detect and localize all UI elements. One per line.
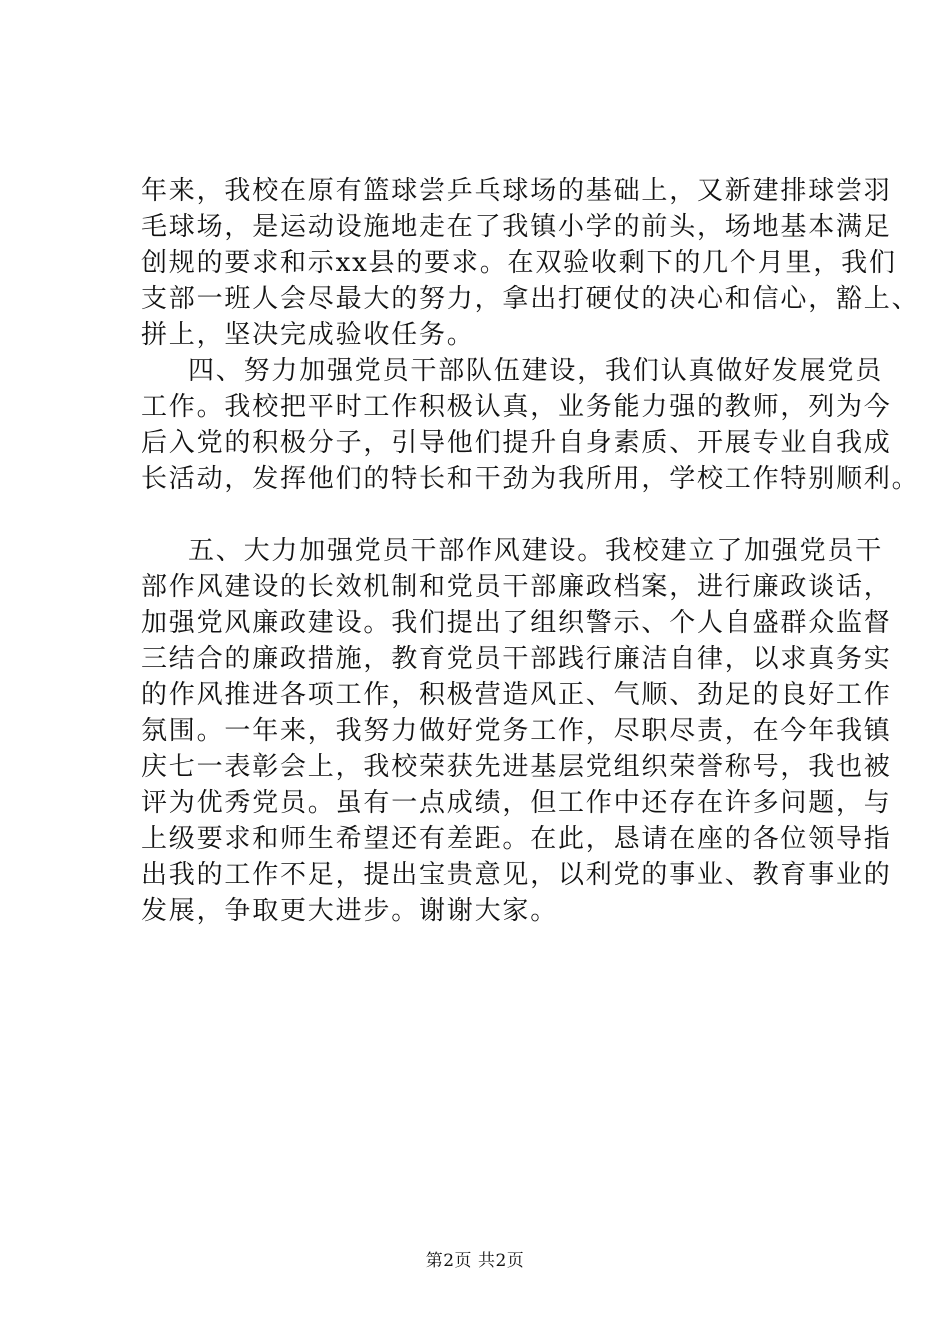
text-line: 后入党的积极分子，引导他们提升自身素质、开展专业自我成 bbox=[141, 428, 892, 458]
paragraph-continuation bbox=[141, 173, 920, 353]
paragraph-four bbox=[141, 353, 920, 497]
text-line: 四、努力加强党员干部队伍建设，我们认真做好发展党员 bbox=[188, 356, 884, 386]
page-footer bbox=[0, 1246, 950, 1271]
text-line: 发展，争取更大进步。谢谢大家。 bbox=[141, 896, 559, 926]
text-line: 上级要求和师生希望还有差距。在此，恳请在座的各位领导指 bbox=[141, 824, 892, 854]
text-line: 的作风推进各项工作，积极营造风正、气顺、劲足的良好工作 bbox=[141, 680, 892, 710]
text-line: 三结合的廉政措施，教育党员干部践行廉洁自律，以求真务实 bbox=[141, 644, 892, 674]
paragraph-five bbox=[141, 533, 892, 929]
text-line: 加强党风廉政建设。我们提出了组织警示、个人自盛群众监督 bbox=[141, 608, 892, 638]
text-line: 部作风建设的长效机制和党员干部廉政档案，进行廉政谈话， bbox=[141, 572, 892, 602]
text-line: 评为优秀党员。虽有一点成绩，但工作中还存在许多问题，与 bbox=[141, 788, 892, 818]
page-number: 第2页 共2页 bbox=[425, 1251, 525, 1271]
text-line: 支部一班人会尽最大的努力，拿出打硬仗的决心和信心，豁上、 bbox=[141, 284, 920, 314]
text-line: 五、大力加强党员干部作风建设。我校建立了加强党员干 bbox=[188, 536, 884, 566]
text-line: 创规的要求和示xx县的要求。在双验收剩下的几个月里，我们 bbox=[141, 248, 897, 278]
text-line: 年来，我校在原有篮球尝乒乓球场的基础上，又新建排球尝羽 bbox=[141, 176, 892, 206]
text-line: 长活动，发挥他们的特长和干劲为我所用，学校工作特别顺利。 bbox=[141, 464, 920, 494]
text-line: 庆七一表彰会上，我校荣获先进基层党组织荣誉称号，我也被 bbox=[141, 752, 892, 782]
document-body bbox=[141, 173, 920, 929]
text-line: 出我的工作不足，提出宝贵意见，以利党的事业、教育事业的 bbox=[141, 860, 892, 890]
paragraph-spacer bbox=[141, 497, 841, 533]
text-line: 毛球场，是运动设施地走在了我镇小学的前头，场地基本满足 bbox=[141, 212, 892, 242]
text-line: 拼上，坚决完成验收任务。 bbox=[141, 320, 475, 350]
text-line: 工作。我校把平时工作积极认真，业务能力强的教师，列为今 bbox=[141, 392, 892, 422]
text-line: 氛围。一年来，我努力做好党务工作，尽职尽责，在今年我镇 bbox=[141, 716, 892, 746]
